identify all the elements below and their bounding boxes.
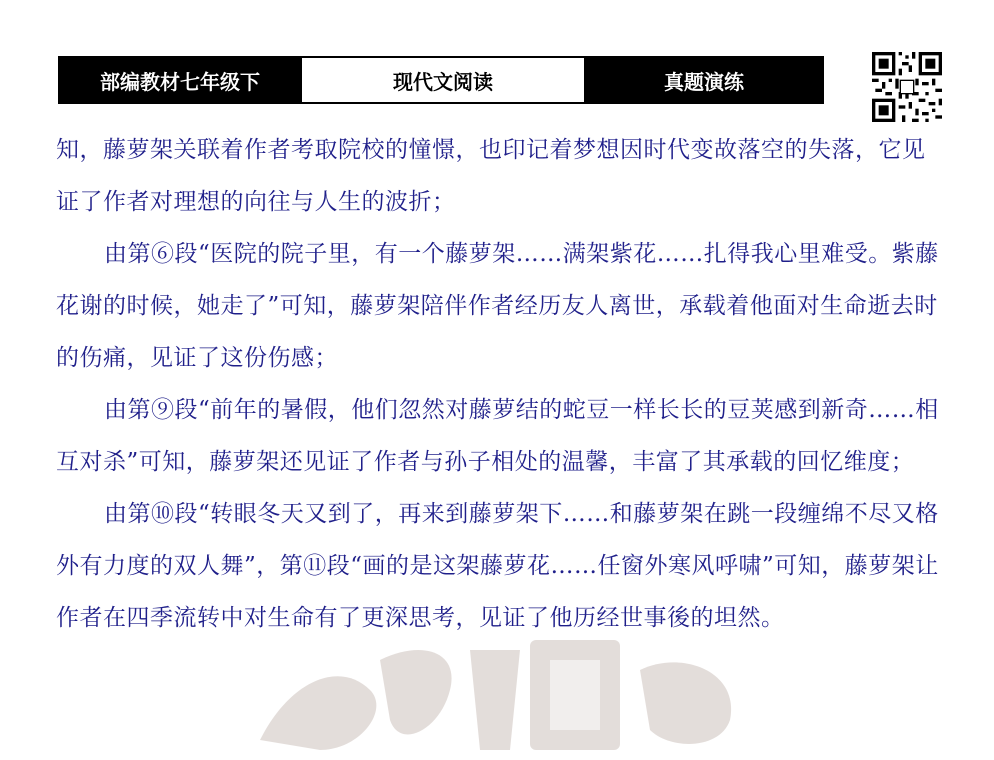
header-textbook-label: 部编教材七年级下 xyxy=(60,58,300,102)
qr-code-icon xyxy=(872,52,942,122)
paragraph-2: 由第⑥段“医院的院子里，有一个藤萝架……满架紫花……扎得我心里难受。紫藤花谢的时候，她走了”可知，藤萝架陪伴作者经历友人离世，承载着他面对生命逝去时的伤痛，见证了这份伤感； xyxy=(56,241,939,371)
header-bar xyxy=(58,56,824,104)
header-practice-label: 真题演练 xyxy=(586,58,822,102)
article-body xyxy=(56,124,946,644)
paragraph-4: 由第⑩段“转眼冬天又到了，再来到藤萝架下……和藤萝架在跳一段缠绵不尽又格外有力度的双人舞”，第⑪段“画的是这架藤萝花……任窗外寒风呼啸”可知，藤萝架让作者在四季流转中对生命有了更深思考，见证了他历经世事後的坦然。 xyxy=(56,501,939,631)
header-section-label: 现代文阅读 xyxy=(300,58,586,102)
paragraph-1: 知，藤萝架关联着作者考取院校的憧憬，也印记着梦想因时代变故落空的失落，它见证了作者对理想的向往与人生的波折； xyxy=(56,137,926,215)
paragraph-3: 由第⑨段“前年的暑假，他们忽然对藤萝结的蛇豆一样长长的豆荚感到新奇……相互对杀”可知，藤萝架还见证了作者与孙子相处的温馨，丰富了其承载的回忆维度； xyxy=(56,397,939,475)
